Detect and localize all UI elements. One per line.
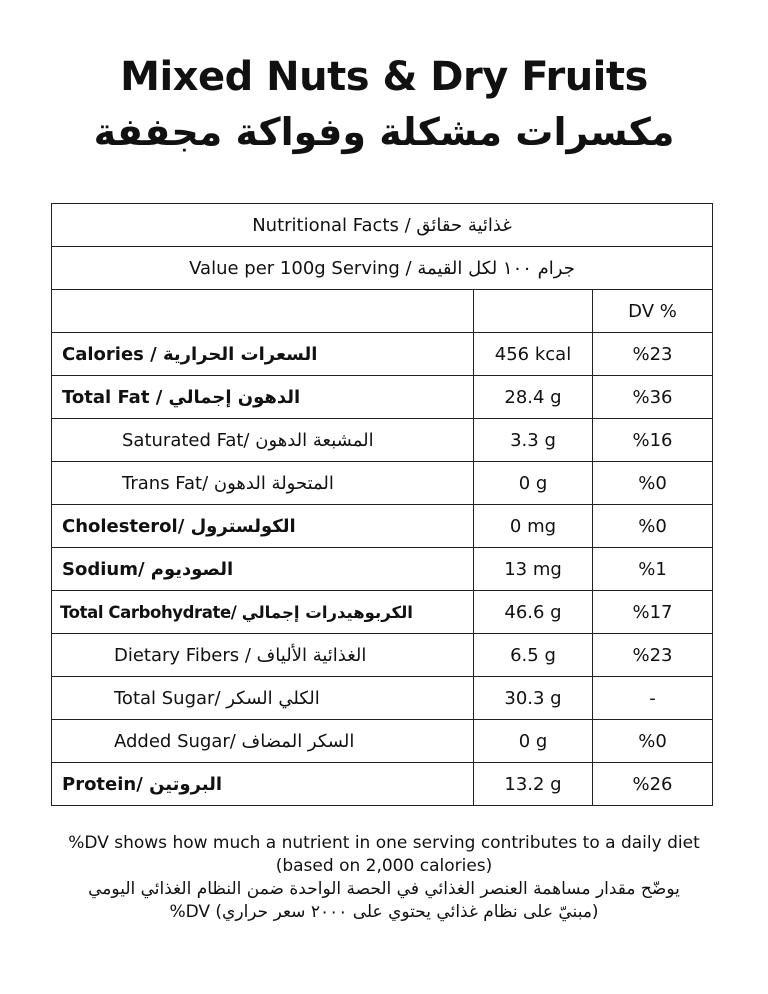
- footer-note: [0, 832, 768, 924]
- nutrient-value: 0 g: [474, 462, 593, 505]
- nutrient-value: 0 g: [474, 720, 593, 763]
- page-title-arabic: مكسرات مشكلة وفواكة مجففة: [93, 110, 675, 154]
- nutrient-name: Trans Fat/ المتحولة الدهون: [52, 462, 474, 505]
- header-empty-name: [52, 290, 474, 333]
- page-title-english: Mixed Nuts & Dry Fruits: [120, 54, 648, 100]
- table-row: [52, 720, 713, 763]
- nutrient-name: Cholesterol/ الكولسترول: [52, 505, 474, 548]
- nutrient-dv: %23: [593, 634, 713, 677]
- nutrient-dv: %23: [593, 333, 713, 376]
- nutrient-value: 3.3 g: [474, 419, 593, 462]
- nutrient-name: Calories / السعرات الحرارية: [52, 333, 474, 376]
- nutrient-dv: %17: [593, 591, 713, 634]
- nutrient-name: Added Sugar/ السكر المضاف: [52, 720, 474, 763]
- nutrient-dv: %0: [593, 462, 713, 505]
- table-row: [52, 591, 713, 634]
- nutrition-table: [51, 203, 713, 806]
- nutrient-value: 28.4 g: [474, 376, 593, 419]
- nutrient-name: Total Sugar/ الكلي السكر: [52, 677, 474, 720]
- nutrient-value: 456 kcal: [474, 333, 593, 376]
- nutrient-value: 0 mg: [474, 505, 593, 548]
- table-row: [52, 462, 713, 505]
- nutrient-name: Dietary Fibers / الغذائية الألياف: [52, 634, 474, 677]
- table-row: [52, 376, 713, 419]
- table-row: [52, 548, 713, 591]
- table-row: [52, 763, 713, 806]
- nutrient-name: Saturated Fat/ المشبعة الدهون: [52, 419, 474, 462]
- nutrient-value: 30.3 g: [474, 677, 593, 720]
- footer-english-line-2: (based on 2,000 calories): [275, 856, 493, 876]
- nutrient-value: 13.2 g: [474, 763, 593, 806]
- header-nutritional-facts: [52, 204, 713, 247]
- nutrient-name: Sodium/ الصوديوم: [52, 548, 474, 591]
- nutritional-facts-label: Nutritional Facts / غذائية حقائق: [52, 204, 713, 247]
- nutrient-value: 6.5 g: [474, 634, 593, 677]
- dv-header: DV %: [593, 290, 713, 333]
- nutrient-name: Total Fat / الدهون إجمالي: [52, 376, 474, 419]
- serving-label: Value per 100g Serving / جرام ١٠٠ لكل القيمة: [52, 247, 713, 290]
- nutrient-dv: %36: [593, 376, 713, 419]
- nutrient-value: 13 mg: [474, 548, 593, 591]
- header-empty-value: [474, 290, 593, 333]
- nutrient-name: Total Carbohydrate/ الكربوهيدرات إجمالي: [52, 591, 474, 634]
- nutrient-dv: %26: [593, 763, 713, 806]
- table-row: [52, 677, 713, 720]
- nutrient-name: Protein/ البروتين: [52, 763, 474, 806]
- table-row: [52, 634, 713, 677]
- table-row: [52, 333, 713, 376]
- column-header-row: [52, 290, 713, 333]
- nutrient-value: 46.6 g: [474, 591, 593, 634]
- footer-arabic-line-2: (مبنيّ على نظام غذائي يحتوي على ٢٠٠٠ سعر حراري) DV%: [169, 902, 599, 922]
- table-row: [52, 505, 713, 548]
- nutrient-dv: %1: [593, 548, 713, 591]
- footer-english-line-1: %DV shows how much a nutrient in one serving contributes to a daily diet: [68, 833, 700, 853]
- nutrient-dv: %0: [593, 720, 713, 763]
- footer-arabic-line-1: يوضّح مقدار مساهمة العنصر الغذائي في الحصة الواحدة ضمن النظام الغذائي اليومي: [88, 879, 680, 899]
- nutrient-dv: -: [593, 677, 713, 720]
- nutrient-dv: %0: [593, 505, 713, 548]
- nutrient-dv: %16: [593, 419, 713, 462]
- table-row: [52, 419, 713, 462]
- header-serving: [52, 247, 713, 290]
